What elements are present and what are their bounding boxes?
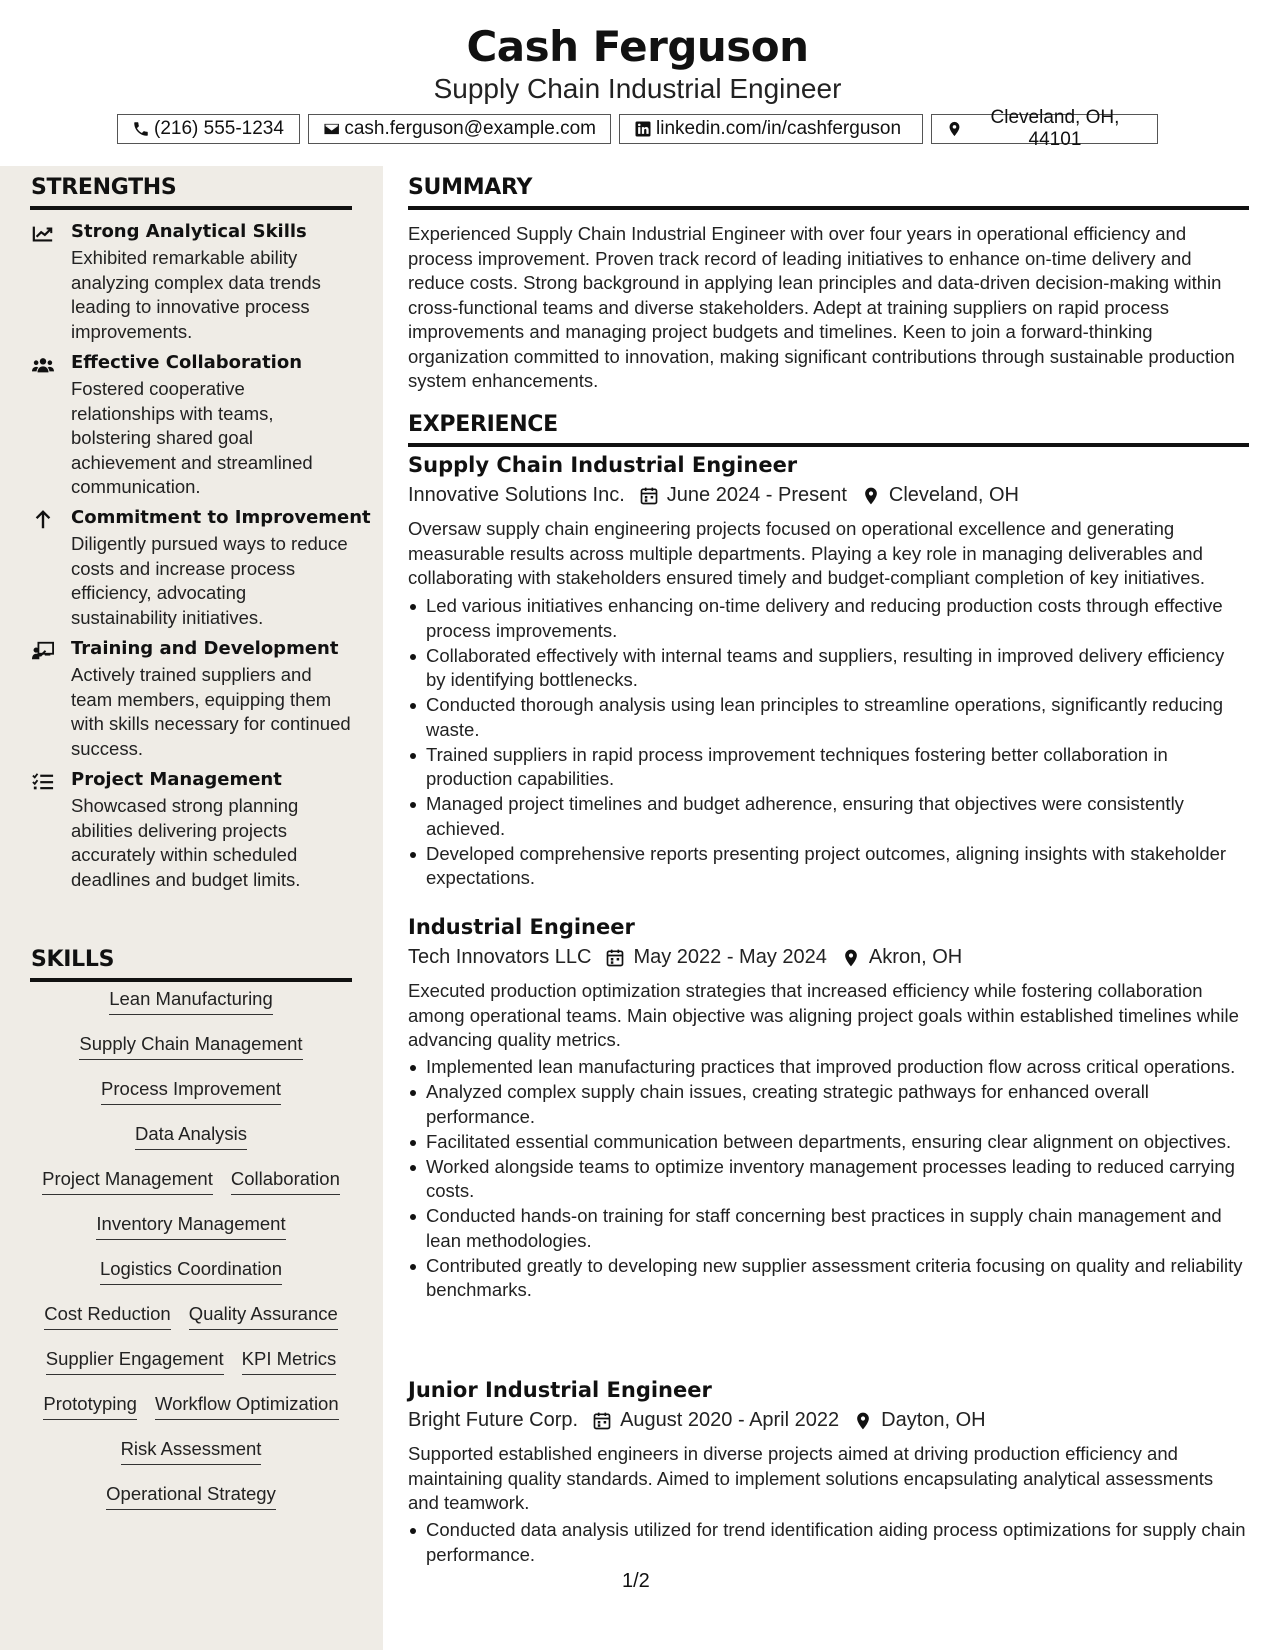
phone-text: (216) 555-1234 bbox=[154, 118, 284, 139]
skill-tag: Logistics Coordination bbox=[100, 1257, 282, 1285]
map-pin-icon bbox=[861, 486, 881, 506]
job-bullets bbox=[408, 1055, 1248, 1303]
skill-row bbox=[30, 1302, 352, 1347]
contact-location bbox=[931, 107, 1158, 150]
calendar-icon bbox=[592, 1411, 612, 1431]
job-bullets bbox=[408, 594, 1248, 891]
skill-row bbox=[30, 1347, 352, 1392]
job-description: Executed production optimization strategies that increased efficiency while fostering collaboration among operational teams. Main objective was aligning project goals within established timelines while advancing quality metrics. bbox=[408, 980, 1239, 1050]
job-bullet: Facilitated essential communication between departments, ensuring clear alignment on objectives. bbox=[408, 1130, 1248, 1155]
job-location: Dayton, OH bbox=[881, 1409, 986, 1431]
task-list-icon bbox=[32, 772, 54, 792]
skill-row bbox=[30, 1077, 352, 1122]
skill-tag: Quality Assurance bbox=[189, 1302, 338, 1330]
skill-tag: Collaboration bbox=[231, 1167, 340, 1195]
experience-rule bbox=[408, 443, 1249, 447]
job-location: Akron, OH bbox=[868, 946, 963, 968]
map-pin-icon bbox=[946, 120, 963, 138]
job-title: Junior Industrial Engineer bbox=[408, 1378, 712, 1402]
strength-title: Commitment to Improvement bbox=[71, 507, 371, 528]
skill-row bbox=[30, 1212, 352, 1257]
job-title: Industrial Engineer bbox=[408, 915, 635, 939]
strength-title: Training and Development bbox=[71, 638, 339, 659]
strengths-rule bbox=[30, 206, 352, 210]
skill-tag: KPI Metrics bbox=[242, 1347, 337, 1375]
skill-tag: Process Improvement bbox=[101, 1077, 281, 1105]
skill-row bbox=[30, 1032, 352, 1077]
job-bullet: Led various initiatives enhancing on-time delivery and reducing production costs through effective process improvements. bbox=[408, 594, 1248, 643]
skill-tag: Lean Manufacturing bbox=[109, 987, 273, 1015]
map-pin-icon bbox=[853, 1411, 873, 1431]
contact-linkedin[interactable] bbox=[619, 114, 923, 144]
contact-bar bbox=[0, 107, 1275, 150]
teacher-icon bbox=[32, 641, 54, 661]
skills-rule bbox=[30, 978, 352, 982]
job-bullet: Trained suppliers in rapid process improvement techniques fostering better collaboration in production capabilities. bbox=[408, 743, 1248, 792]
skill-row bbox=[30, 987, 352, 1032]
skill-tag: Workflow Optimization bbox=[155, 1392, 339, 1420]
skill-tag: Risk Assessment bbox=[121, 1437, 262, 1465]
strength-desc: Actively trained suppliers and team members, equipping them with skills necessary for continued success. bbox=[71, 664, 351, 759]
skill-tag: Inventory Management bbox=[96, 1212, 285, 1240]
map-pin-icon bbox=[841, 948, 861, 968]
strengths-heading: STRENGTHS bbox=[31, 175, 177, 200]
trend-chart-icon bbox=[32, 224, 54, 244]
summary-text: Experienced Supply Chain Industrial Engineer with over four years in operational efficiency and process improvement. Proven track record of leading initiatives to enhance on-time delivery and reduce costs. Strong background in applying lean principles and data-driven decision-making within cross-functional teams and diverse stakeholders. Adept at training suppliers on rapid process improvements and managing project budgets and timelines. Keen to join a forward-thinking organization committed to innovation, making significant contributions through sustainable production system enhancements. bbox=[408, 223, 1235, 391]
main-column bbox=[383, 166, 1275, 1650]
job-dates: August 2020 - April 2022 bbox=[620, 1409, 840, 1431]
job-bullet: Contributed greatly to developing new supplier assessment criteria focusing on quality and reliability benchmarks. bbox=[408, 1254, 1248, 1303]
job-bullet: Conducted data analysis utilized for trend identification aiding process optimizations for supply chain performance. bbox=[408, 1518, 1248, 1567]
skills-list bbox=[30, 987, 352, 1527]
strength-title: Project Management bbox=[71, 769, 282, 790]
location-text: Cleveland, OH, 44101 bbox=[990, 107, 1120, 150]
contact-email[interactable] bbox=[308, 114, 611, 144]
linkedin-icon bbox=[634, 120, 652, 138]
job-bullet: Developed comprehensive reports presenting project outcomes, aligning insights with stakeholder expectations. bbox=[408, 842, 1248, 891]
job-location: Cleveland, OH bbox=[888, 484, 1019, 506]
experience-heading: EXPERIENCE bbox=[408, 412, 558, 437]
job-company: Bright Future Corp. bbox=[408, 1409, 579, 1431]
skills-heading: SKILLS bbox=[31, 947, 115, 972]
linkedin-text: linkedin.com/in/cashferguson bbox=[656, 118, 902, 139]
job-meta bbox=[408, 946, 962, 969]
job-bullet: Conducted hands-on training for staff concerning best practices in supply chain management and lean methodologies. bbox=[408, 1204, 1248, 1253]
skill-row bbox=[30, 1482, 352, 1527]
strength-desc: Fostered cooperative relationships with teams, bolstering shared goal achievement and streamlined communication. bbox=[71, 378, 313, 497]
strength-title: Effective Collaboration bbox=[71, 352, 303, 373]
job-bullets bbox=[408, 1518, 1248, 1568]
skill-tag: Data Analysis bbox=[135, 1122, 247, 1150]
strength-desc: Exhibited remarkable ability analyzing complex data trends leading to innovative process improvements. bbox=[71, 247, 321, 342]
skill-tag: Prototyping bbox=[43, 1392, 137, 1420]
job-bullet: Conducted thorough analysis using lean principles to streamline operations, significantly reducing waste. bbox=[408, 693, 1248, 742]
skill-row bbox=[30, 1122, 352, 1167]
strength-desc: Diligently pursued ways to reduce costs and increase process efficiency, advocating sustainability initiatives. bbox=[71, 533, 348, 628]
job-company: Tech Innovators LLC bbox=[408, 946, 592, 968]
summary-heading: SUMMARY bbox=[408, 175, 533, 200]
skill-row bbox=[30, 1257, 352, 1302]
job-title: Supply Chain Industrial Engineer bbox=[408, 453, 798, 477]
job-meta bbox=[408, 1409, 986, 1432]
job-bullet: Worked alongside teams to optimize inventory management processes leading to reduced carrying costs. bbox=[408, 1155, 1248, 1204]
skill-tag: Project Management bbox=[42, 1167, 213, 1195]
candidate-role: Supply Chain Industrial Engineer bbox=[433, 73, 842, 104]
job-description: Oversaw supply chain engineering projects focused on operational excellence and generating measurable results across multiple departments. Playing a key role in managing deliverables and collaborating with stakeholders ensured timely and budget-compliant completion of key initiatives. bbox=[408, 518, 1205, 588]
job-meta bbox=[408, 484, 1019, 507]
job-dates: May 2022 - May 2024 bbox=[633, 946, 827, 968]
job-bullet: Managed project timelines and budget adherence, ensuring that objectives were consistently achieved. bbox=[408, 792, 1248, 841]
page-number: 1/2 bbox=[622, 1570, 650, 1592]
envelope-icon bbox=[323, 120, 340, 138]
summary-rule bbox=[408, 206, 1249, 210]
job-bullet: Collaborated effectively with internal teams and suppliers, resulting in improved delivery efficiency by identifying bottlenecks. bbox=[408, 644, 1248, 693]
resume-header bbox=[0, 0, 1275, 166]
skill-tag: Supplier Engagement bbox=[46, 1347, 224, 1375]
arrow-up-icon bbox=[32, 510, 54, 530]
strength-desc: Showcased strong planning abilities delivering projects accurately within scheduled deadlines and budget limits. bbox=[71, 795, 301, 890]
job-bullet: Implemented lean manufacturing practices that improved production flow across critical operations. bbox=[408, 1055, 1248, 1080]
candidate-name: Cash Ferguson bbox=[466, 22, 809, 71]
skill-tag: Cost Reduction bbox=[44, 1302, 170, 1330]
users-icon bbox=[32, 355, 54, 375]
job-dates: June 2024 - Present bbox=[666, 484, 847, 506]
job-company: Innovative Solutions Inc. bbox=[408, 484, 625, 506]
skill-row bbox=[30, 1437, 352, 1482]
calendar-icon bbox=[639, 486, 659, 506]
skill-tag: Operational Strategy bbox=[106, 1482, 276, 1510]
calendar-icon bbox=[605, 948, 625, 968]
skill-row bbox=[30, 1167, 352, 1212]
job-description: Supported established engineers in diverse projects aimed at driving production efficiency and maintaining quality standards. Aimed to implement solutions encapsulating analytical assessments and teamwork. bbox=[408, 1443, 1214, 1513]
contact-phone[interactable] bbox=[117, 114, 300, 144]
phone-icon bbox=[132, 120, 150, 138]
job-bullet: Analyzed complex supply chain issues, creating strategic pathways for enhanced overall performance. bbox=[408, 1080, 1248, 1129]
email-text: cash.ferguson@example.com bbox=[344, 118, 596, 139]
skill-tag: Supply Chain Management bbox=[79, 1032, 302, 1060]
skill-row bbox=[30, 1392, 352, 1437]
strength-title: Strong Analytical Skills bbox=[71, 221, 307, 242]
